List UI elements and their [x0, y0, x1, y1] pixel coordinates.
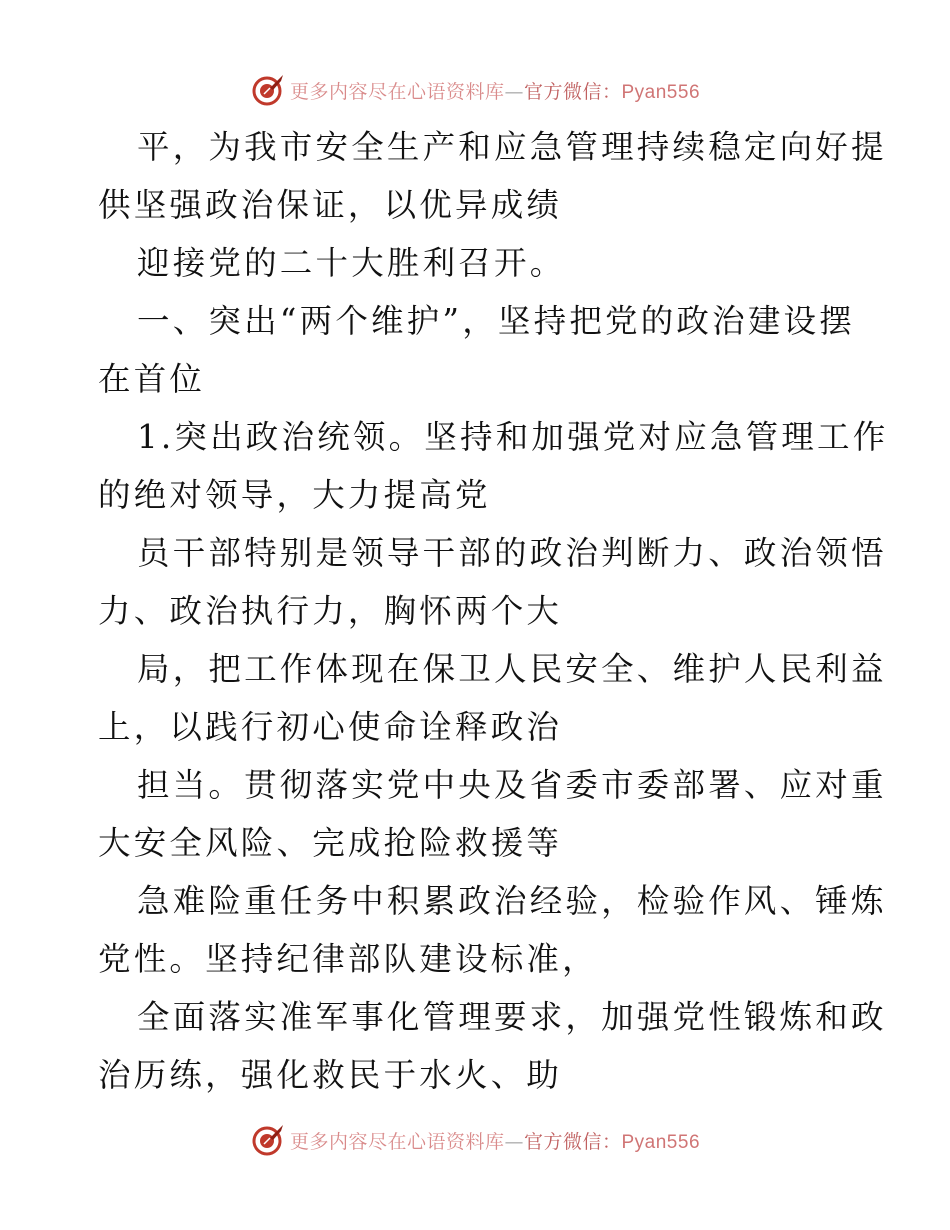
watermark-contact-label: 官方微信：	[523, 80, 622, 103]
watermark-brand: 更多内容尽在心语资料库	[289, 80, 505, 103]
section-heading-line: 在首位	[98, 360, 206, 398]
quill-seal-icon	[250, 72, 286, 108]
quill-seal-icon	[250, 1122, 286, 1158]
paragraph-line: 平，为我市安全生产和应急管理持续稳定向好提	[137, 128, 887, 166]
section-heading-line: 一、突出“两个维护”，坚持把党的政治建设摆	[137, 302, 855, 340]
paragraph-line: 全面落实准军事化管理要求，加强党性锻炼和政	[137, 998, 887, 1036]
watermark-wechat-id: Pyan556	[621, 81, 701, 103]
paragraph-line: 迎接党的二十大胜利召开。	[137, 244, 566, 282]
document-body	[98, 118, 889, 1104]
watermark-wechat-id: Pyan556	[621, 1131, 701, 1153]
watermark-contact-label: 官方微信：	[523, 1130, 622, 1153]
watermark-brand: 更多内容尽在心语资料库	[289, 1130, 505, 1153]
watermark-separator: —	[504, 1130, 524, 1153]
paragraph-line: 力、政治执行力，胸怀两个大	[98, 592, 563, 630]
paragraph-line: 急难险重任务中积累政治经验，检验作风、锤炼	[137, 882, 887, 920]
paragraph-line: 党性。坚持纪律部队建设标准，	[98, 940, 598, 978]
paragraph-line: 供坚强政治保证，以优异成绩	[98, 186, 563, 224]
paragraph-line: 员干部特别是领导干部的政治判断力、政治领悟	[137, 534, 887, 572]
watermark-separator: —	[504, 80, 524, 103]
paragraph-line: 1.突出政治统领。坚持和加强党对应急管理工作	[137, 418, 889, 456]
paragraph-line: 大安全风险、完成抢险救援等	[98, 824, 563, 862]
paragraph-line: 治历练，强化救民于水火、助	[98, 1056, 563, 1094]
paragraph-line: 担当。贯彻落实党中央及省委市委部署、应对重	[137, 766, 887, 804]
header-watermark	[0, 70, 950, 110]
paragraph-line: 上，以践行初心使命诠释政治	[98, 708, 563, 746]
footer-watermark	[0, 1120, 950, 1160]
paragraph-line: 的绝对领导，大力提高党	[98, 476, 491, 514]
paragraph-line: 局，把工作体现在保卫人民安全、维护人民利益	[137, 650, 887, 688]
